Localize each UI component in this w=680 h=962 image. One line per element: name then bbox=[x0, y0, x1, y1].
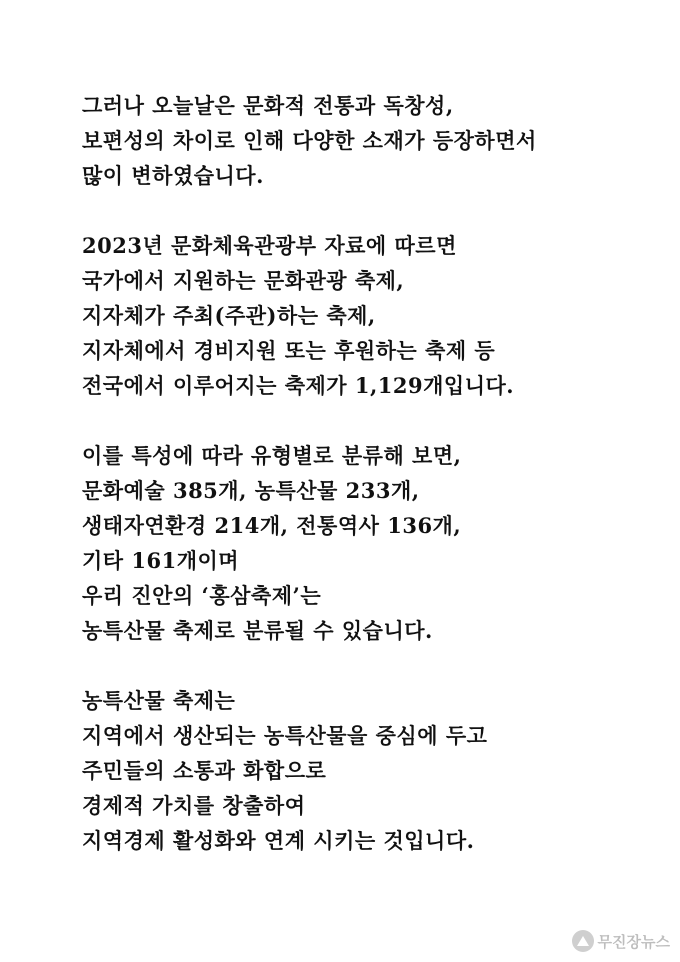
text-line: 주민들의 소통과 화합으로 bbox=[82, 758, 327, 783]
text-line: 지역에서 생산되는 농특산물을 중심에 두고 bbox=[82, 723, 488, 748]
text-line: 생태자연환경 214개, 전통역사 136개, bbox=[82, 513, 462, 538]
paragraph-1 bbox=[82, 88, 662, 193]
text-line: 전국에서 이루어지는 축제가 1,129개입니다. bbox=[82, 373, 515, 398]
document-body bbox=[82, 88, 662, 858]
text-line: 2023년 문화체육관광부 자료에 따르면 bbox=[82, 233, 457, 258]
paragraph-spacer bbox=[82, 403, 662, 438]
text-line: 농특산물 축제로 분류될 수 있습니다. bbox=[82, 618, 433, 643]
paragraph-2 bbox=[82, 228, 662, 403]
paragraph-4 bbox=[82, 683, 662, 858]
watermark-text: 무진장뉴스 bbox=[597, 932, 670, 951]
paragraph-spacer bbox=[82, 648, 662, 683]
text-line: 지자체가 주최(주관)하는 축제, bbox=[82, 303, 376, 328]
text-line: 그러나 오늘날은 문화적 전통과 독창성, bbox=[82, 93, 454, 118]
text-line: 문화예술 385개, 농특산물 233개, bbox=[82, 478, 420, 503]
text-line: 기타 161개이며 bbox=[82, 548, 240, 573]
paragraph-3 bbox=[82, 438, 662, 648]
text-line: 우리 진안의 ‘홍삼축제’는 bbox=[82, 583, 322, 608]
text-line: 경제적 가치를 창출하여 bbox=[82, 793, 306, 818]
text-line: 보편성의 차이로 인해 다양한 소재가 등장하면서 bbox=[82, 128, 537, 153]
text-line: 지자체에서 경비지원 또는 후원하는 축제 등 bbox=[82, 338, 496, 363]
text-line: 지역경제 활성화와 연계 시키는 것입니다. bbox=[82, 828, 475, 853]
text-line: 국가에서 지원하는 문화관광 축제, bbox=[82, 268, 405, 293]
text-line: 농특산물 축제는 bbox=[82, 688, 236, 713]
text-line: 많이 변하였습니다. bbox=[82, 163, 264, 188]
watermark bbox=[572, 930, 670, 952]
text-line: 이를 특성에 따라 유형별로 분류해 보면, bbox=[82, 443, 462, 468]
paragraph-spacer bbox=[82, 193, 662, 228]
mountain-logo-icon bbox=[572, 930, 594, 952]
